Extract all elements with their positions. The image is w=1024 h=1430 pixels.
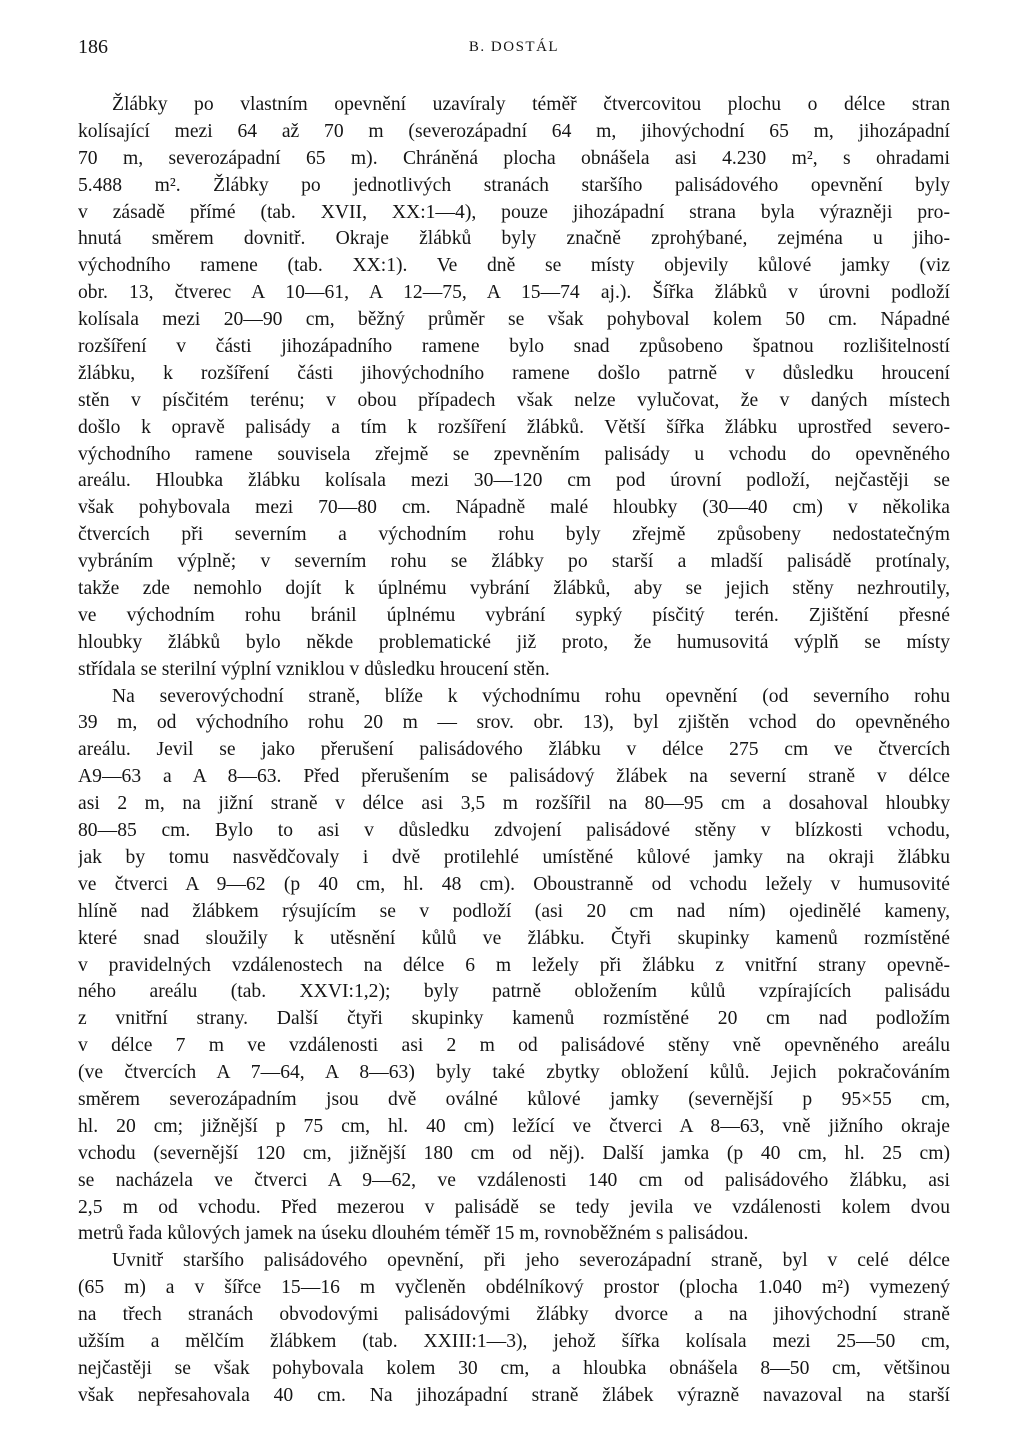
- text-line: 2,5 m od vchodu. Před mezerou v palisádě se tedy jevila ve vzdálenosti kolem dvou: [78, 1196, 950, 1218]
- text-line: vybráním výplně; v severním rohu se žlábky po starší a mladší palisádě protínaly,: [78, 551, 950, 573]
- text-line: 80—85 cm. Bylo to asi v důsledku zdvojení palisádové stěny v blízkosti vchodu,: [78, 820, 950, 842]
- text-line: nejčastěji se však pohybovala kolem 30 cm, a hloubka obnášela 8—50 cm, většinou: [78, 1357, 950, 1379]
- text-line: areálu. Hloubka žlábku kolísala mezi 30—120 cm pod úrovní podloží, nejčastěji se: [78, 470, 950, 492]
- text-line: metrů řada kůlových jamek na úseku dlouhém téměř 15 m, rovnoběžném s palisádou.: [78, 1223, 749, 1245]
- text-line: žlábku, k rozšíření části jihovýchodního ramene došlo patrně v důsledku hroucení: [78, 362, 950, 384]
- text-line: A9—63 a A 8—63. Před přerušením se palisádový žlábek na severní straně v délce: [78, 766, 950, 788]
- text-line: v délce 7 m ve vzdálenosti asi 2 m od palisádové stěny vně opevněného areálu: [78, 1035, 950, 1057]
- text-line: které snad sloužily k utěsnění kůlů ve žlábku. Čtyři skupinky kamenů rozmístěné: [78, 927, 950, 949]
- text-line: hlíně nad žlábkem rýsujícím se v podloží (asi 20 cm nad ním) ojedinělé kameny,: [78, 900, 950, 922]
- text-line: východního ramene souvisela zřejmě se zpevněním palisády u vchodu do opevněného: [78, 443, 950, 465]
- text-line: areálu. Jevil se jako přerušení palisádového žlábku v délce 275 cm ve čtvercích: [78, 739, 950, 761]
- text-line: Na severovýchodní straně, blíže k východnímu rohu opevnění (od severního rohu: [112, 685, 950, 707]
- text-line: ve čtverci A 9—62 (p 40 cm, hl. 48 cm). Oboustranně od vchodu ležely v humusovité: [78, 873, 950, 895]
- text-line: (65 m) a v šířce 15—16 m vyčleněn obdélníkový prostor (plocha 1.040 m²) vymezený: [78, 1277, 950, 1299]
- text-line: jak by tomu nasvědčovaly i dvě protilehlé umístěné kůlové jamky na okraji žlábku: [78, 846, 950, 868]
- text-line: hloubky žlábků bylo někde problematické již proto, že humusovitá výplň se místy: [78, 631, 950, 653]
- text-line: obr. 13, čtverec A 10—61, A 12—75, A 15—74 aj.). Šířka žlábků v úrovni podloží: [78, 282, 950, 304]
- text-line: rozšíření v části jihozápadního ramene bylo snad způsobeno špatnou rozlišitelností: [78, 336, 950, 358]
- text-line: se nacházela ve čtverci A 9—62, ve vzdálenosti 140 cm od palisádového žlábku, asi: [78, 1169, 950, 1191]
- text-line: z vnitřní strany. Další čtyři skupinky kamenů rozmístěné 20 cm nad podložím: [78, 1008, 950, 1030]
- text-line: Žlábky po vlastním opevnění uzavíraly téměř čtvercovitou plochu o délce stran: [112, 94, 950, 115]
- text-line: však pohybovala mezi 70—80 cm. Nápadně malé hloubky (30—40 cm) v několika: [78, 497, 950, 519]
- text-line: asi 2 m, na jižní straně v délce asi 3,5 m rozšířil na 80—95 cm a dosahoval hloubky: [78, 793, 950, 815]
- text-line: hl. 20 cm; jižnější p 75 cm, hl. 40 cm) ležící ve čtverci A 8—63, vně jižního okraje: [78, 1115, 950, 1137]
- text-line: v zásadě přímé (tab. XVII, XX:1—4), pouze jihozápadní strana byla výrazněji pro-: [78, 201, 950, 223]
- text-line: čtvercích při severním a východním rohu byly zřejmě způsobeny nedostatečným: [78, 524, 950, 546]
- text-line: směrem severozápadním jsou dvě oválné kůlové jamky (severnější p 95×55 cm,: [78, 1088, 950, 1110]
- running-head: [78, 36, 950, 62]
- text-line: na třech stranách obvodovými palisádovými žlábky dvorce a na jihovýchodní straně: [78, 1304, 950, 1326]
- text-line: východního ramene (tab. XX:1). Ve dně se místy objevily kůlové jamky (viz: [78, 255, 950, 277]
- text-line: takže zde nemohlo dojít k úplnému vybrání žlábků, aby se jejich stěny nezhroutily,: [78, 578, 950, 600]
- text-line: stěn v písčitém terénu; v obou případech však nelze vylučovat, že v daných místech: [78, 389, 950, 411]
- text-line: vchodu (severnější 120 cm, jižnější 180 cm od něj). Další jamka (p 40 cm, hl. 25 cm): [78, 1142, 950, 1164]
- text-line: 5.488 m². Žlábky po jednotlivých stranách staršího palisádového opevnění byly: [78, 174, 950, 196]
- text-line: Uvnitř staršího palisádového opevnění, při jeho severozápadní straně, byl v celé délce: [112, 1250, 950, 1272]
- running-head-author: B. DOSTÁL: [468, 39, 560, 55]
- text-line: však nepřesahovala 40 cm. Na jihozápadní straně žlábek výrazně navazoval na starší: [78, 1384, 950, 1406]
- text-line: kolísala mezi 20—90 cm, běžný průměr se však pohyboval kolem 50 cm. Nápadné: [78, 309, 950, 331]
- text-line: užším a mělčím žlábkem (tab. XXIII:1—3), jehož šířka kolísala mezi 25—50 cm,: [78, 1330, 950, 1352]
- text-line: střídala se sterilní výplní vzniklou v důsledku hroucení stěn.: [78, 658, 550, 680]
- text-line: 70 m, severozápadní 65 m). Chráněná plocha obnášela asi 4.230 m², s ohradami: [78, 147, 950, 169]
- text-line: v pravidelných vzdálenostech na délce 6 m ležely při žlábku z vnitřní strany opevně-: [78, 954, 950, 976]
- text-line: došlo k opravě palisády a tím k rozšíření žlábků. Větší šířka žlábku uprostřed severo-: [78, 416, 950, 438]
- body-text: [78, 92, 950, 1410]
- text-line: 39 m, od východního rohu 20 m — srov. obr. 13), byl zjištěn vchod do opevněného: [78, 712, 950, 734]
- text-line: ného areálu (tab. XXVI:1,2); byly patrně obložením kůlů vzpírajících palisádu: [78, 981, 950, 1003]
- text-line: ve východním rohu bránil úplnému vybrání sypký písčitý terén. Zjištění přesné: [78, 604, 950, 626]
- text-line: (ve čtvercích A 7—64, A 8—63) byly také zbytky obložení kůlů. Jejich pokračováním: [78, 1062, 950, 1084]
- text-line: kolísající mezi 64 až 70 m (severozápadní 64 m, jihovýchodní 65 m, jihozápadní: [78, 120, 950, 142]
- text-line: hnutá směrem dovnitř. Okraje žlábků byly značně zprohýbané, zejména u jiho-: [78, 228, 950, 250]
- page-number: 186: [78, 36, 108, 58]
